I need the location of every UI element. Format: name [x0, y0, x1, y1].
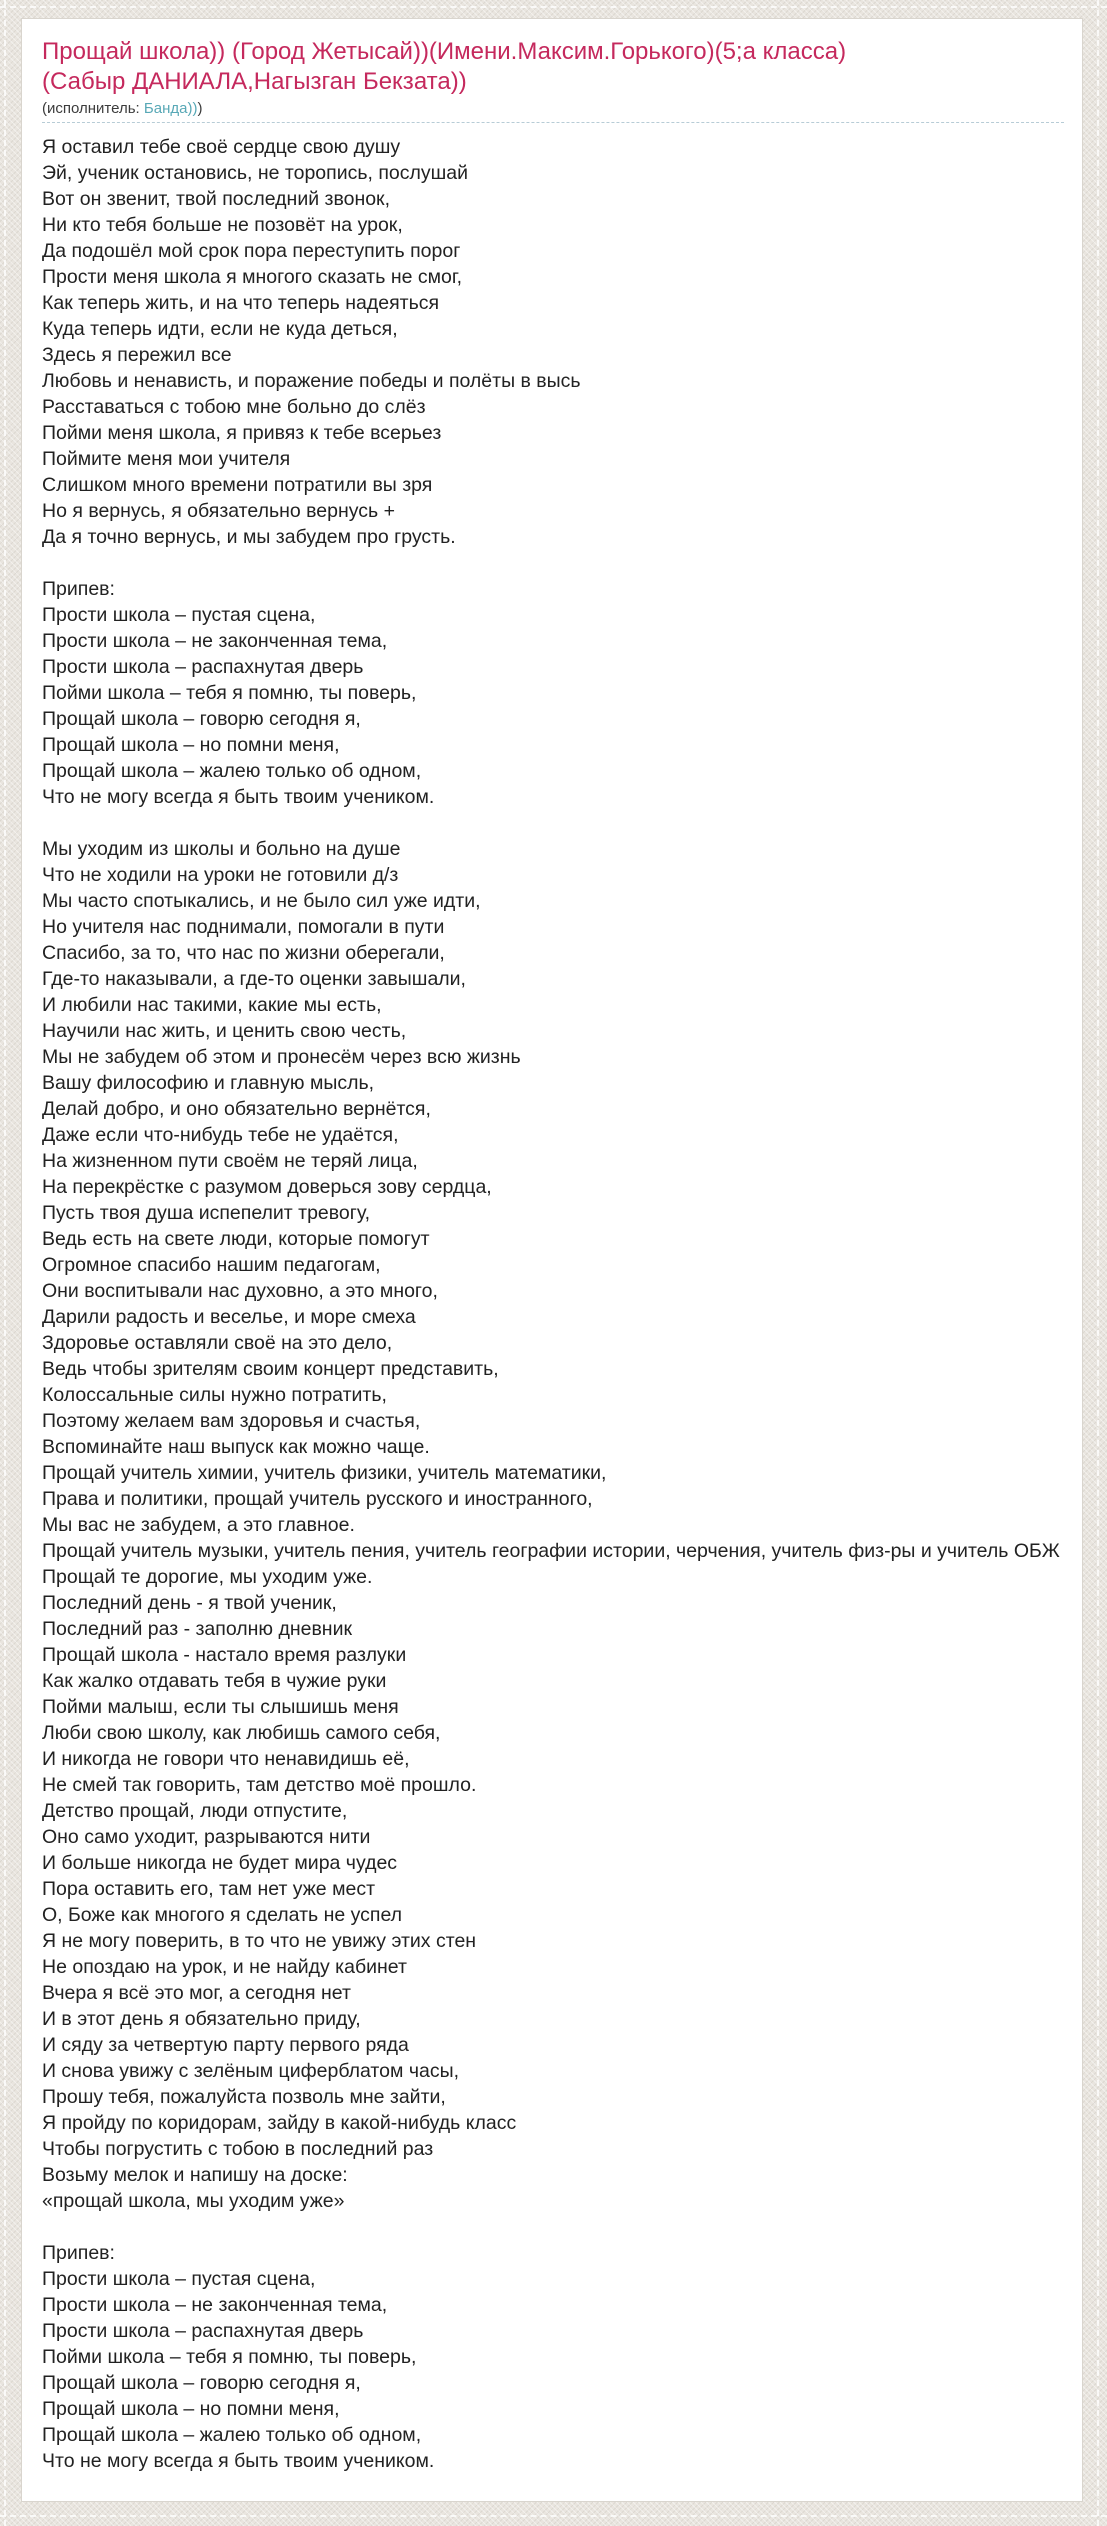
lyric-line: Люби свою школу, как любишь самого себя, — [42, 1722, 441, 1744]
lyric-line: «прощай школа, мы уходим уже» — [42, 2190, 345, 2212]
lyric-line: Не смей так говорить, там детство моё прошло. — [42, 1774, 477, 1796]
lyric-line: Они воспитывали нас духовно, а это много, — [42, 1280, 438, 1302]
lyric-line: О, Боже как многого я сделать не успел — [42, 1904, 403, 1926]
lyric-line: Вспоминайте наш выпуск как можно чаще. — [42, 1436, 430, 1458]
lyric-line: Прощай школа - настало время разлуки — [42, 1644, 407, 1666]
lyric-line: Прощай учитель химии, учитель физики, учитель математики, — [42, 1462, 607, 1484]
lyric-line: Прощай школа – говорю сегодня я, — [42, 708, 361, 730]
lyric-line: Возьму мелок и напишу на доске: — [42, 2164, 348, 2186]
lyric-line: Ни кто тебя больше не позовёт на урок, — [42, 214, 403, 236]
separator-dashed-line — [42, 122, 1064, 123]
lyric-line: Здесь я пережил все — [42, 344, 232, 366]
stitch-line-bottom — [0, 2515, 1107, 2517]
lyric-line: Куда теперь идти, если не куда деться, — [42, 318, 398, 340]
lyric-line: Мы часто спотыкались, и не было сил уже идти, — [42, 890, 481, 912]
lyric-line: Пусть твоя душа испепелит тревогу, — [42, 1202, 371, 1224]
lyric-line — [42, 2214, 1082, 2240]
artist-close-paren: ) — [197, 100, 203, 117]
lyrics-block — [42, 134, 1082, 2474]
lyric-line: На перекрёстке с разумом доверься зову сердца, — [42, 1176, 492, 1198]
lyric-line: Расставаться с тобою мне больно до слёз — [42, 396, 426, 418]
lyric-line: Прощай учитель музыки, учитель пения, учитель географии истории, черчения, учитель физ-ры и учитель ОБЖ — [42, 1540, 1060, 1562]
lyric-line: Прости школа – пустая сцена, — [42, 2268, 316, 2290]
lyric-line: Прости школа – распахнутая дверь — [42, 2320, 364, 2342]
lyric-line: Прости школа – распахнутая дверь — [42, 656, 364, 678]
lyric-line: И никогда не говори что ненавидишь её, — [42, 1748, 410, 1770]
lyric-line: Эй, ученик остановись, не торопись, послушай — [42, 162, 469, 184]
lyric-line: Мы не забудем об этом и пронесём через всю жизнь — [42, 1046, 521, 1068]
lyric-line: Прощай школа – но помни меня, — [42, 734, 340, 756]
lyric-line: Прости школа – не законченная тема, — [42, 630, 388, 652]
lyric-line — [42, 810, 1082, 836]
lyric-line: Мы вас не забудем, а это главное. — [42, 1514, 355, 1536]
lyric-line: Припев: — [42, 578, 115, 600]
artist-link[interactable]: Банда)) — [143, 100, 198, 117]
lyric-line: Огромное спасибо нашим педагогам, — [42, 1254, 381, 1276]
lyric-line: Ведь есть на свете люди, которые помогут — [42, 1228, 430, 1250]
lyric-line: Пойми школа – тебя я помню, ты поверь, — [42, 682, 417, 704]
lyric-line: Пора оставить его, там нет уже мест — [42, 1878, 375, 1900]
lyric-line: На жизненном пути своём не теряй лица, — [42, 1150, 418, 1172]
stitch-line-right — [1097, 0, 1099, 2526]
lyric-line: Прости школа – пустая сцена, — [42, 604, 316, 626]
lyric-line: Поймите меня мои учителя — [42, 448, 291, 470]
lyric-line: Прости меня школа я многого сказать не смог, — [42, 266, 463, 288]
artist-line — [42, 100, 1082, 118]
lyric-line: Не опоздаю на урок, и не найду кабинет — [42, 1956, 407, 1978]
lyric-line: Вашу философию и главную мысль, — [42, 1072, 375, 1094]
lyric-line: Припев: — [42, 2242, 115, 2264]
lyric-line: Даже если что-нибудь тебе не удаётся, — [42, 1124, 399, 1146]
song-title: Прощай школа)) (Город Жетысай))(Имени.Максим.Горького)(5;а класса)(Сабыр ДАНИАЛА,Нагызган Бекзата)) — [42, 38, 847, 95]
lyric-line: Вот он звенит, твой последний звонок, — [42, 188, 391, 210]
lyric-line: Да подошёл мой срок пора переступить порог — [42, 240, 461, 262]
stitch-line-top — [0, 6, 1107, 8]
lyric-line: Что не могу всегда я быть твоим учеником. — [42, 2450, 435, 2472]
lyric-line: Слишком много времени потратили вы зря — [42, 474, 433, 496]
lyric-line: Права и политики, прощай учитель русского и иностранного, — [42, 1488, 593, 1510]
lyric-line: Прошу тебя, пожалуйста позволь мне зайти, — [42, 2086, 446, 2108]
lyric-line: Делай добро, и оно обязательно вернётся, — [42, 1098, 431, 1120]
lyric-line: Как теперь жить, и на что теперь надеяться — [42, 292, 440, 314]
lyric-line: Мы уходим из школы и больно на душе — [42, 838, 401, 860]
lyric-line: И снова увижу с зелёным циферблатом часы, — [42, 2060, 460, 2082]
lyric-line: Я не могу поверить, в то что не увижу этих стен — [42, 1930, 477, 1952]
lyric-line: Здоровье оставляли своё на это дело, — [42, 1332, 393, 1354]
stitch-line-left — [4, 0, 6, 2526]
lyric-line: Спасибо, за то, что нас по жизни оберегали, — [42, 942, 445, 964]
lyric-line: Прощай школа – жалею только об одном, — [42, 760, 422, 782]
lyric-line: Любовь и ненависть, и поражение победы и полёты в высь — [42, 370, 581, 392]
lyric-line: Чтобы погрустить с тобою в последний раз — [42, 2138, 434, 2160]
lyric-line: Прощай те дорогие, мы уходим уже. — [42, 1566, 373, 1588]
lyric-line: Вчера я всё это мог, а сегодня нет — [42, 1982, 351, 2004]
lyric-line: Но учителя нас поднимали, помогали в пути — [42, 916, 445, 938]
lyric-line: Пойми меня школа, я привяз к тебе всерьез — [42, 422, 442, 444]
lyric-line: Оно само уходит, разрываются нити — [42, 1826, 371, 1848]
lyric-line: Последний день - я твой ученик, — [42, 1592, 337, 1614]
lyric-line: Что не могу всегда я быть твоим учеником. — [42, 786, 435, 808]
lyric-line: Но я вернусь, я обязательно вернусь + — [42, 500, 395, 522]
lyric-line: Дарили радость и веселье, и море смеха — [42, 1306, 416, 1328]
lyric-line: Прости школа – не законченная тема, — [42, 2294, 388, 2316]
lyric-line: И в этот день я обязательно приду, — [42, 2008, 361, 2030]
content-card — [21, 18, 1083, 2502]
lyric-line: И сяду за четвертую парту первого ряда — [42, 2034, 409, 2056]
lyric-line: Ведь чтобы зрителям своим концерт представить, — [42, 1358, 499, 1380]
lyric-line: Что не ходили на уроки не готовили д/з — [42, 864, 399, 886]
lyric-line: Научили нас жить, и ценить свою честь, — [42, 1020, 407, 1042]
lyric-line: Поэтому желаем вам здоровья и счастья, — [42, 1410, 421, 1432]
lyric-line — [42, 550, 1082, 576]
lyric-line: Пойми малыш, если ты слышишь меня — [42, 1696, 399, 1718]
lyric-line: Прощай школа – но помни меня, — [42, 2398, 340, 2420]
lyric-line: Да я точно вернусь, и мы забудем про грусть. — [42, 526, 456, 548]
lyric-line: Я оставил тебе своё сердце свою душу — [42, 136, 401, 158]
lyric-line: Колоссальные силы нужно потратить, — [42, 1384, 387, 1406]
lyric-line: Детство прощай, люди отпустите, — [42, 1800, 348, 1822]
lyric-line: И любили нас такими, какие мы есть, — [42, 994, 382, 1016]
lyric-line: Как жалко отдавать тебя в чужие руки — [42, 1670, 387, 1692]
lyric-line: Последний раз - заполню дневник — [42, 1618, 352, 1640]
lyric-line: Пойми школа – тебя я помню, ты поверь, — [42, 2346, 417, 2368]
lyric-line: Прощай школа – говорю сегодня я, — [42, 2372, 361, 2394]
lyric-line: И больше никогда не будет мира чудес — [42, 1852, 398, 1874]
artist-label: (исполнитель: — [42, 100, 140, 117]
lyric-line: Я пройду по коридорам, зайду в какой-нибудь класс — [42, 2112, 517, 2134]
lyric-line: Где-то наказывали, а где-то оценки завышали, — [42, 968, 466, 990]
lyric-line: Прощай школа – жалею только об одном, — [42, 2424, 422, 2446]
